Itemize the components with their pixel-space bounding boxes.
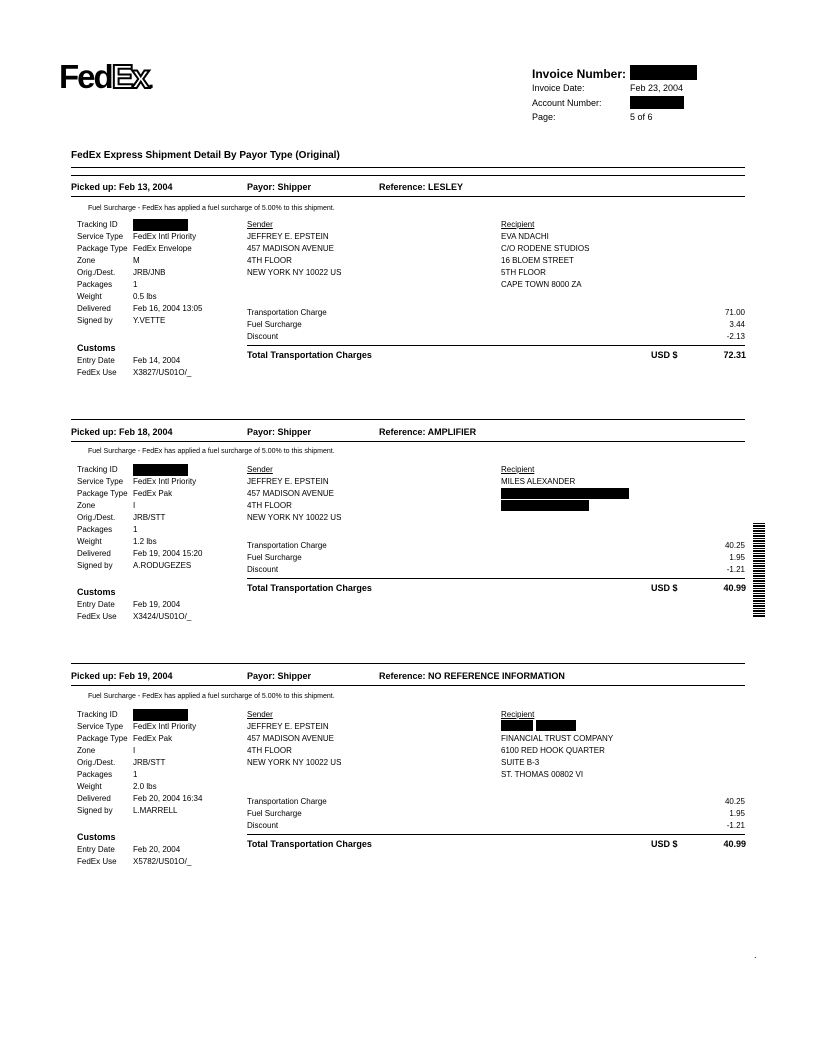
customs-value: Feb 20, 2004	[133, 845, 181, 854]
section-title: FedEx Express Shipment Detail By Payor Type (Original)	[71, 150, 340, 161]
label-signed-by: Signed by	[77, 806, 113, 815]
label-weight: Weight	[77, 782, 102, 791]
charge-label: Transportation Charge	[247, 541, 327, 550]
recipient-line: C/O RODENE STUDIOS	[501, 244, 590, 253]
currency: USD $	[651, 839, 678, 849]
redaction-recipient-line	[501, 500, 589, 511]
sender-line: 457 MADISON AVENUE	[247, 244, 334, 253]
recipient-block	[501, 464, 575, 488]
sender-block	[247, 709, 341, 769]
customs-labels	[77, 844, 117, 868]
charge-label: Fuel Surcharge	[247, 809, 302, 818]
customs-label: FedEx Use	[77, 368, 117, 377]
value-delivered: Feb 16, 2004 13:05	[133, 304, 203, 313]
recipient-title: Recipient	[501, 465, 535, 474]
footer-mark: .	[754, 950, 757, 960]
sender-line: JEFFREY E. EPSTEIN	[247, 232, 329, 241]
charge-label: Discount	[247, 332, 279, 341]
sender-line: 4TH FLOOR	[247, 256, 292, 265]
total-divider	[247, 578, 745, 579]
value-orig-dest: JRB/JNB	[133, 268, 166, 277]
sender-block	[247, 464, 341, 524]
label-service-type: Service Type	[77, 232, 124, 241]
detail-labels	[77, 709, 133, 817]
customs-label: Entry Date	[77, 600, 115, 609]
sender-title: Sender	[247, 710, 273, 719]
label-zone: Zone	[77, 746, 96, 755]
value-package-type: FedEx Pak	[133, 734, 173, 743]
value-signed-by: L.MARRELL	[133, 806, 178, 815]
divider	[71, 196, 745, 197]
customs-values	[133, 355, 191, 379]
redaction-recipient-name	[536, 720, 576, 731]
divider	[71, 663, 745, 664]
label-tracking-id: Tracking ID	[77, 220, 118, 229]
value-orig-dest: JRB/STT	[133, 758, 166, 767]
picked-up: Picked up: Feb 13, 2004	[71, 182, 173, 192]
value-service-type: FedEx Intl Priority	[133, 722, 197, 731]
charge-amounts	[680, 540, 745, 576]
sender-line: NEW YORK NY 10022 US	[247, 758, 342, 767]
total-label: Total Transportation Charges	[247, 583, 372, 593]
label-delivered: Delivered	[77, 549, 111, 558]
value-tracking-id	[133, 709, 202, 721]
recipient-title: Recipient	[501, 220, 535, 229]
divider	[71, 175, 745, 176]
charge-label: Fuel Surcharge	[247, 320, 302, 329]
total-amount: 40.99	[723, 839, 746, 849]
value-delivered: Feb 20, 2004 16:34	[133, 794, 203, 803]
recipient-line: FINANCIAL TRUST COMPANY	[501, 734, 614, 743]
recipient-line: ST. THOMAS 00802 VI	[501, 770, 584, 779]
customs-value: X3424/US01O/_	[133, 612, 192, 621]
recipient-line: 6100 RED HOOK QUARTER	[501, 746, 605, 755]
logo-dot: .	[148, 68, 153, 93]
customs-label: FedEx Use	[77, 857, 117, 866]
value-zone: M	[133, 256, 140, 265]
recipient-line: EVA NDACHI	[501, 232, 549, 241]
redaction-recipient-name	[501, 720, 533, 731]
value-signed-by: A.RODUGEZES	[133, 561, 192, 570]
invoice-date-label: Invoice Date:	[532, 83, 585, 93]
value-weight: 1.2 lbs	[133, 537, 157, 546]
page-value: 5 of 6	[630, 112, 653, 122]
label-signed-by: Signed by	[77, 561, 113, 570]
label-package-type: Package Type	[77, 244, 128, 253]
charge-label: Transportation Charge	[247, 308, 327, 317]
charge-amount: 1.95	[729, 809, 745, 818]
recipient-line: 16 BLOEM STREET	[501, 256, 574, 265]
value-packages: 1	[133, 525, 138, 534]
charge-amount: 71.00	[724, 308, 745, 317]
label-package-type: Package Type	[77, 734, 128, 743]
currency: USD $	[651, 350, 678, 360]
sender-title: Sender	[247, 220, 273, 229]
recipient-block	[501, 219, 589, 291]
label-service-type: Service Type	[77, 477, 124, 486]
label-package-type: Package Type	[77, 489, 128, 498]
detail-labels	[77, 464, 133, 572]
customs-value: X5782/US01O/_	[133, 857, 192, 866]
sender-line: NEW YORK NY 10022 US	[247, 268, 342, 277]
recipient-line: CAPE TOWN 8000 ZA	[501, 280, 582, 289]
label-delivered: Delivered	[77, 794, 111, 803]
redaction-account-number	[630, 96, 684, 109]
value-weight: 0.5 lbs	[133, 292, 157, 301]
fuel-note: Fuel Surcharge - FedEx has applied a fuel surcharge of 5.00% to this shipment.	[88, 448, 335, 455]
label-weight: Weight	[77, 537, 102, 546]
sender-line: 4TH FLOOR	[247, 501, 292, 510]
label-tracking-id: Tracking ID	[77, 465, 118, 474]
charge-label: Fuel Surcharge	[247, 553, 302, 562]
charge-label: Discount	[247, 565, 279, 574]
customs-title: Customs	[77, 832, 116, 842]
divider	[71, 167, 745, 168]
detail-values	[133, 219, 202, 327]
customs-value: X3827/US01O/_	[133, 368, 192, 377]
value-package-type: FedEx Pak	[133, 489, 173, 498]
customs-value: Feb 19, 2004	[133, 600, 181, 609]
customs-labels	[77, 599, 117, 623]
value-packages: 1	[133, 770, 138, 779]
label-packages: Packages	[77, 770, 113, 779]
total-amount: 72.31	[723, 350, 746, 360]
sender-line: JEFFREY E. EPSTEIN	[247, 722, 329, 731]
customs-label: Entry Date	[77, 845, 115, 854]
sender-line: NEW YORK NY 10022 US	[247, 513, 342, 522]
divider	[71, 441, 745, 442]
redaction-invoice-number	[630, 65, 697, 80]
charge-amount: 40.25	[724, 541, 745, 550]
customs-values	[133, 599, 191, 623]
charge-amount: -1.21	[726, 821, 745, 830]
payor: Payor: Shipper	[247, 182, 312, 192]
total-amount: 40.99	[723, 583, 746, 593]
value-weight: 2.0 lbs	[133, 782, 157, 791]
label-delivered: Delivered	[77, 304, 111, 313]
detail-values	[133, 464, 202, 572]
sender-line: 457 MADISON AVENUE	[247, 489, 334, 498]
charge-amount: 3.44	[729, 320, 745, 329]
value-tracking-id	[133, 219, 202, 231]
picked-up: Picked up: Feb 18, 2004	[71, 427, 173, 437]
customs-label: FedEx Use	[77, 612, 117, 621]
sender-title: Sender	[247, 465, 273, 474]
value-zone: I	[133, 501, 136, 510]
value-packages: 1	[133, 280, 138, 289]
value-signed-by: Y.VETTE	[133, 316, 166, 325]
label-zone: Zone	[77, 256, 96, 265]
invoice-date-value: Feb 23, 2004	[630, 83, 684, 93]
account-number-label: Account Number:	[532, 98, 602, 108]
value-package-type: FedEx Envelope	[133, 244, 192, 253]
customs-title: Customs	[77, 343, 116, 353]
fedex-logo	[59, 60, 152, 93]
label-service-type: Service Type	[77, 722, 124, 731]
label-weight: Weight	[77, 292, 102, 301]
charge-amounts	[680, 307, 745, 343]
customs-labels	[77, 355, 117, 379]
charge-amount: 1.95	[729, 553, 745, 562]
label-signed-by: Signed by	[77, 316, 113, 325]
label-orig-dest: Orig./Dest.	[77, 513, 116, 522]
sender-line: 457 MADISON AVENUE	[247, 734, 334, 743]
page-label: Page:	[532, 112, 556, 122]
value-zone: I	[133, 746, 136, 755]
label-orig-dest: Orig./Dest.	[77, 758, 116, 767]
total-divider	[247, 834, 745, 835]
charge-label: Discount	[247, 821, 279, 830]
reference: Reference: NO REFERENCE INFORMATION	[379, 671, 565, 681]
charge-labels	[247, 307, 327, 343]
customs-values	[133, 844, 191, 868]
total-divider	[247, 345, 745, 346]
reference: Reference: AMPLIFIER	[379, 427, 477, 437]
recipient-line: 5TH FLOOR	[501, 268, 546, 277]
sender-block	[247, 219, 341, 279]
charge-labels	[247, 796, 327, 832]
payor: Payor: Shipper	[247, 427, 312, 437]
invoice-number-label: Invoice Number:	[532, 67, 627, 81]
picked-up: Picked up: Feb 19, 2004	[71, 671, 173, 681]
total-label: Total Transportation Charges	[247, 839, 372, 849]
label-zone: Zone	[77, 501, 96, 510]
sender-line: 4TH FLOOR	[247, 746, 292, 755]
charge-amount: 40.25	[724, 797, 745, 806]
logo-ex: Ex	[111, 58, 149, 95]
customs-title: Customs	[77, 587, 116, 597]
recipient-title: Recipient	[501, 710, 535, 719]
fuel-note: Fuel Surcharge - FedEx has applied a fuel surcharge of 5.00% to this shipment.	[88, 693, 335, 700]
sender-line: JEFFREY E. EPSTEIN	[247, 477, 329, 486]
detail-values	[133, 709, 202, 817]
detail-labels	[77, 219, 133, 327]
divider	[71, 685, 745, 686]
label-orig-dest: Orig./Dest.	[77, 268, 116, 277]
logo-fed: Fed	[59, 58, 112, 95]
charge-amount: -1.21	[726, 565, 745, 574]
recipient-line: MILES ALEXANDER	[501, 477, 576, 486]
fuel-note: Fuel Surcharge - FedEx has applied a fuel surcharge of 5.00% to this shipment.	[88, 205, 335, 212]
barcode	[753, 523, 765, 618]
payor: Payor: Shipper	[247, 671, 312, 681]
value-tracking-id	[133, 464, 202, 476]
label-packages: Packages	[77, 280, 113, 289]
value-orig-dest: JRB/STT	[133, 513, 166, 522]
value-service-type: FedEx Intl Priority	[133, 232, 197, 241]
total-label: Total Transportation Charges	[247, 350, 372, 360]
reference: Reference: LESLEY	[379, 182, 464, 192]
charge-amounts	[680, 796, 745, 832]
redaction-recipient-line	[501, 488, 629, 499]
charge-label: Transportation Charge	[247, 797, 327, 806]
recipient-line: SUITE B-3	[501, 758, 540, 767]
value-service-type: FedEx Intl Priority	[133, 477, 197, 486]
charge-amount: -2.13	[726, 332, 745, 341]
value-delivered: Feb 19, 2004 15:20	[133, 549, 203, 558]
label-packages: Packages	[77, 525, 113, 534]
customs-label: Entry Date	[77, 356, 115, 365]
currency: USD $	[651, 583, 678, 593]
label-tracking-id: Tracking ID	[77, 710, 118, 719]
divider	[71, 419, 745, 420]
charge-labels	[247, 540, 327, 576]
customs-value: Feb 14, 2004	[133, 356, 181, 365]
